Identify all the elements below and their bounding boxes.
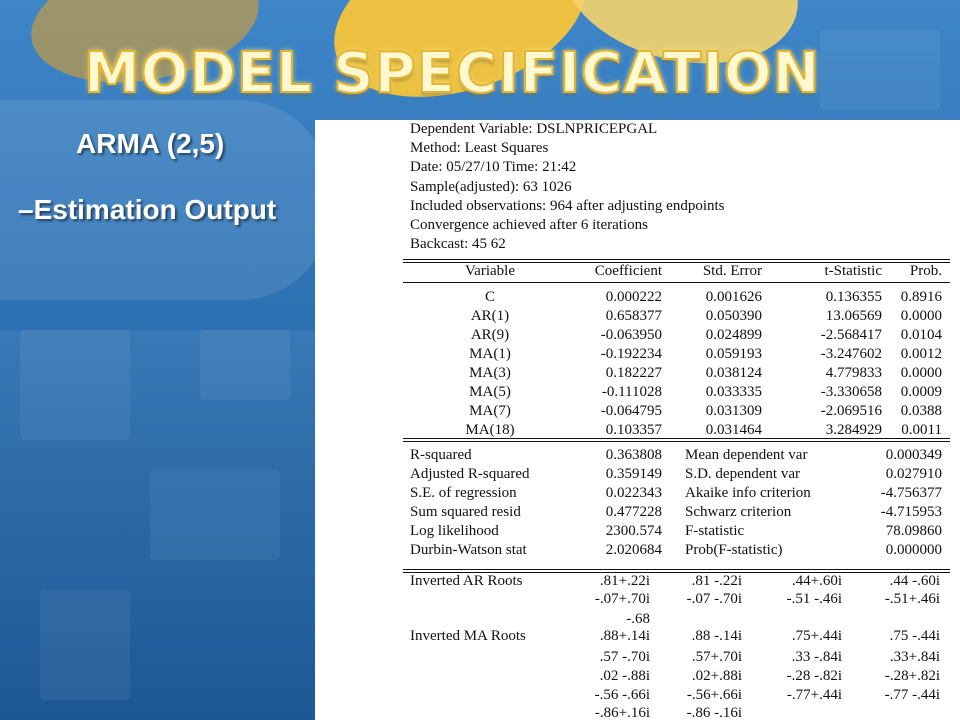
- prob-cell: 0.8916: [900, 289, 942, 305]
- t-statistic-cell: 13.06569: [825, 308, 882, 324]
- root-value-cell: .02 -.88i: [599, 668, 650, 684]
- root-value-cell: -.07+.70i: [594, 591, 650, 607]
- root-value-cell: .02+.88i: [691, 668, 742, 684]
- stat-value-cell: 0.477228: [605, 504, 662, 520]
- stat-value-cell: 78.09860: [885, 523, 942, 539]
- variable-name-cell: MA(3): [469, 365, 511, 381]
- stat-value-cell: 0.027910: [885, 466, 942, 482]
- header-line-observations: Included observations: 964 after adjusting endpoints: [410, 197, 725, 214]
- variable-name-cell: C: [484, 289, 495, 305]
- root-value-cell: -.51+.46i: [884, 591, 940, 607]
- column-header-variable: Variable: [465, 263, 515, 279]
- t-statistic-cell: -3.247602: [820, 346, 882, 362]
- stat-value-cell: -4.756377: [880, 485, 942, 501]
- variable-name-cell: MA(18): [465, 422, 515, 438]
- root-value-cell: -.51 -.46i: [786, 591, 842, 607]
- coefficient-cell: -0.063950: [600, 327, 662, 343]
- stat-value-cell: -4.715953: [880, 504, 942, 520]
- header-line-date: Date: 05/27/10 Time: 21:42: [410, 159, 577, 176]
- std-error-cell: 0.031309: [705, 403, 762, 419]
- t-statistic-cell: -2.069516: [820, 403, 882, 419]
- root-value-cell: .75 -.44i: [889, 628, 940, 644]
- prob-cell: 0.0104: [900, 327, 942, 343]
- stats-top-rule: [403, 441, 950, 442]
- t-statistic-cell: 0.136355: [825, 289, 882, 305]
- stat-value-cell: 0.363808: [605, 447, 662, 463]
- stat-value-cell: 0.359149: [605, 466, 662, 482]
- std-error-cell: 0.033335: [705, 384, 762, 400]
- std-error-cell: 0.001626: [705, 289, 762, 305]
- root-value-cell: .44 -.60i: [889, 573, 940, 589]
- table-top-rule: [403, 259, 950, 260]
- inverted-ar-roots-label: Inverted AR Roots: [410, 573, 523, 589]
- t-statistic-cell: 3.284929: [825, 422, 882, 438]
- variable-name-cell: AR(9): [470, 327, 510, 343]
- root-value-cell: .81+.22i: [599, 573, 650, 589]
- variable-name-cell: MA(5): [469, 384, 511, 400]
- stat-value-cell: 2.020684: [605, 542, 662, 558]
- root-value-cell: .33+.84i: [889, 649, 940, 665]
- root-value-cell: -.77 -.44i: [884, 687, 940, 703]
- std-error-cell: 0.024899: [705, 327, 762, 343]
- coefficient-cell: -0.192234: [600, 346, 662, 362]
- stat-value-cell: 0.022343: [605, 485, 662, 501]
- coefficient-cell: -0.064795: [600, 403, 662, 419]
- root-value-cell: -.07 -.70i: [686, 591, 742, 607]
- coefficient-cell: -0.111028: [601, 384, 662, 400]
- root-value-cell: -.28 -.82i: [786, 668, 842, 684]
- roots-top-rule: [403, 569, 950, 570]
- t-statistic-cell: 4.779833: [825, 365, 882, 381]
- stat-label-cell: S.E. of regression: [410, 485, 517, 501]
- coefficient-cell: 0.000222: [605, 289, 662, 305]
- header-line-backcast: Backcast: 45 62: [410, 236, 506, 253]
- prob-cell: 0.0011: [901, 422, 942, 438]
- column-header-t-statistic: t-Statistic: [824, 263, 882, 279]
- root-value-cell: -.56+.66i: [686, 687, 742, 703]
- prob-cell: 0.0000: [900, 365, 942, 381]
- root-value-cell: .33 -.84i: [791, 649, 842, 665]
- stat-label-cell: F-statistic: [685, 523, 745, 539]
- stat-label-cell: Prob(F-statistic): [685, 542, 783, 558]
- prob-cell: 0.0388: [900, 403, 942, 419]
- std-error-cell: 0.031464: [705, 422, 762, 438]
- root-value-cell: -.77+.44i: [786, 687, 842, 703]
- root-value-cell: .44+.60i: [791, 573, 842, 589]
- header-line-convergence: Convergence achieved after 6 iterations: [410, 217, 648, 234]
- root-value-cell: .57 -.70i: [599, 649, 650, 665]
- stat-label-cell: S.D. dependent var: [685, 466, 800, 482]
- stat-label-cell: Log likelihood: [410, 523, 499, 539]
- stat-value-cell: 0.000000: [885, 542, 942, 558]
- stat-value-cell: 2300.574: [605, 523, 662, 539]
- prob-cell: 0.0000: [900, 308, 942, 324]
- coefficient-cell: 0.182227: [605, 365, 662, 381]
- column-header-std-error: Std. Error: [702, 263, 762, 279]
- stat-label-cell: Adjusted R-squared: [410, 466, 530, 482]
- root-value-cell: .75+.44i: [791, 628, 842, 644]
- root-value-cell: .57+.70i: [691, 649, 742, 665]
- root-value-cell: -.68: [626, 611, 650, 627]
- t-statistic-cell: -3.330658: [820, 384, 882, 400]
- header-line-method: Method: Least Squares: [410, 140, 549, 157]
- bullet-estimation-output: –Estimation Output: [18, 194, 277, 225]
- std-error-cell: 0.038124: [705, 365, 762, 381]
- t-statistic-cell: -2.568417: [820, 327, 882, 343]
- std-error-cell: 0.059193: [705, 346, 762, 362]
- stat-value-cell: 0.000349: [885, 447, 942, 463]
- inverted-ma-roots-label: Inverted MA Roots: [410, 628, 526, 644]
- stat-label-cell: Durbin-Watson stat: [410, 542, 527, 558]
- coefficient-cell: 0.103357: [605, 422, 662, 438]
- root-value-cell: .88+.14i: [599, 628, 650, 644]
- estimation-output-panel: [315, 120, 960, 720]
- header-line-sample: Sample(adjusted): 63 1026: [410, 178, 572, 195]
- slide-subtitle: ARMA (2,5): [76, 128, 225, 159]
- variable-name-cell: MA(1): [469, 346, 511, 362]
- stats-top-rule: [403, 438, 950, 439]
- root-value-cell: -.56 -.66i: [594, 687, 650, 703]
- column-header-prob: Prob.: [909, 263, 942, 279]
- root-value-cell: .81 -.22i: [691, 573, 742, 589]
- stat-label-cell: R-squared: [410, 447, 472, 463]
- output-header: [410, 120, 725, 254]
- variable-name-cell: AR(1): [470, 308, 510, 324]
- stat-label-cell: Akaike info criterion: [685, 485, 811, 501]
- stat-label-cell: Sum squared resid: [410, 504, 521, 520]
- prob-cell: 0.0009: [900, 384, 942, 400]
- variable-name-cell: MA(7): [469, 403, 511, 419]
- std-error-cell: 0.050390: [705, 308, 762, 324]
- root-value-cell: -.28+.82i: [884, 668, 940, 684]
- stat-label-cell: Schwarz criterion: [685, 504, 792, 520]
- header-line-dependent-variable: Dependent Variable: DSLNPRICEPGAL: [410, 121, 658, 137]
- stat-label-cell: Mean dependent var: [685, 447, 808, 463]
- column-header-rule: [403, 282, 950, 283]
- prob-cell: 0.0012: [900, 346, 942, 362]
- root-value-cell: .88 -.14i: [691, 628, 742, 644]
- root-value-cell: -.86+.16i: [594, 705, 650, 720]
- slide-title: MODEL SPECIFICATION: [84, 41, 821, 106]
- coefficient-cell: 0.658377: [605, 308, 662, 324]
- root-value-cell: -.86 -.16i: [686, 705, 742, 720]
- column-header-coefficient: Coefficient: [594, 263, 662, 279]
